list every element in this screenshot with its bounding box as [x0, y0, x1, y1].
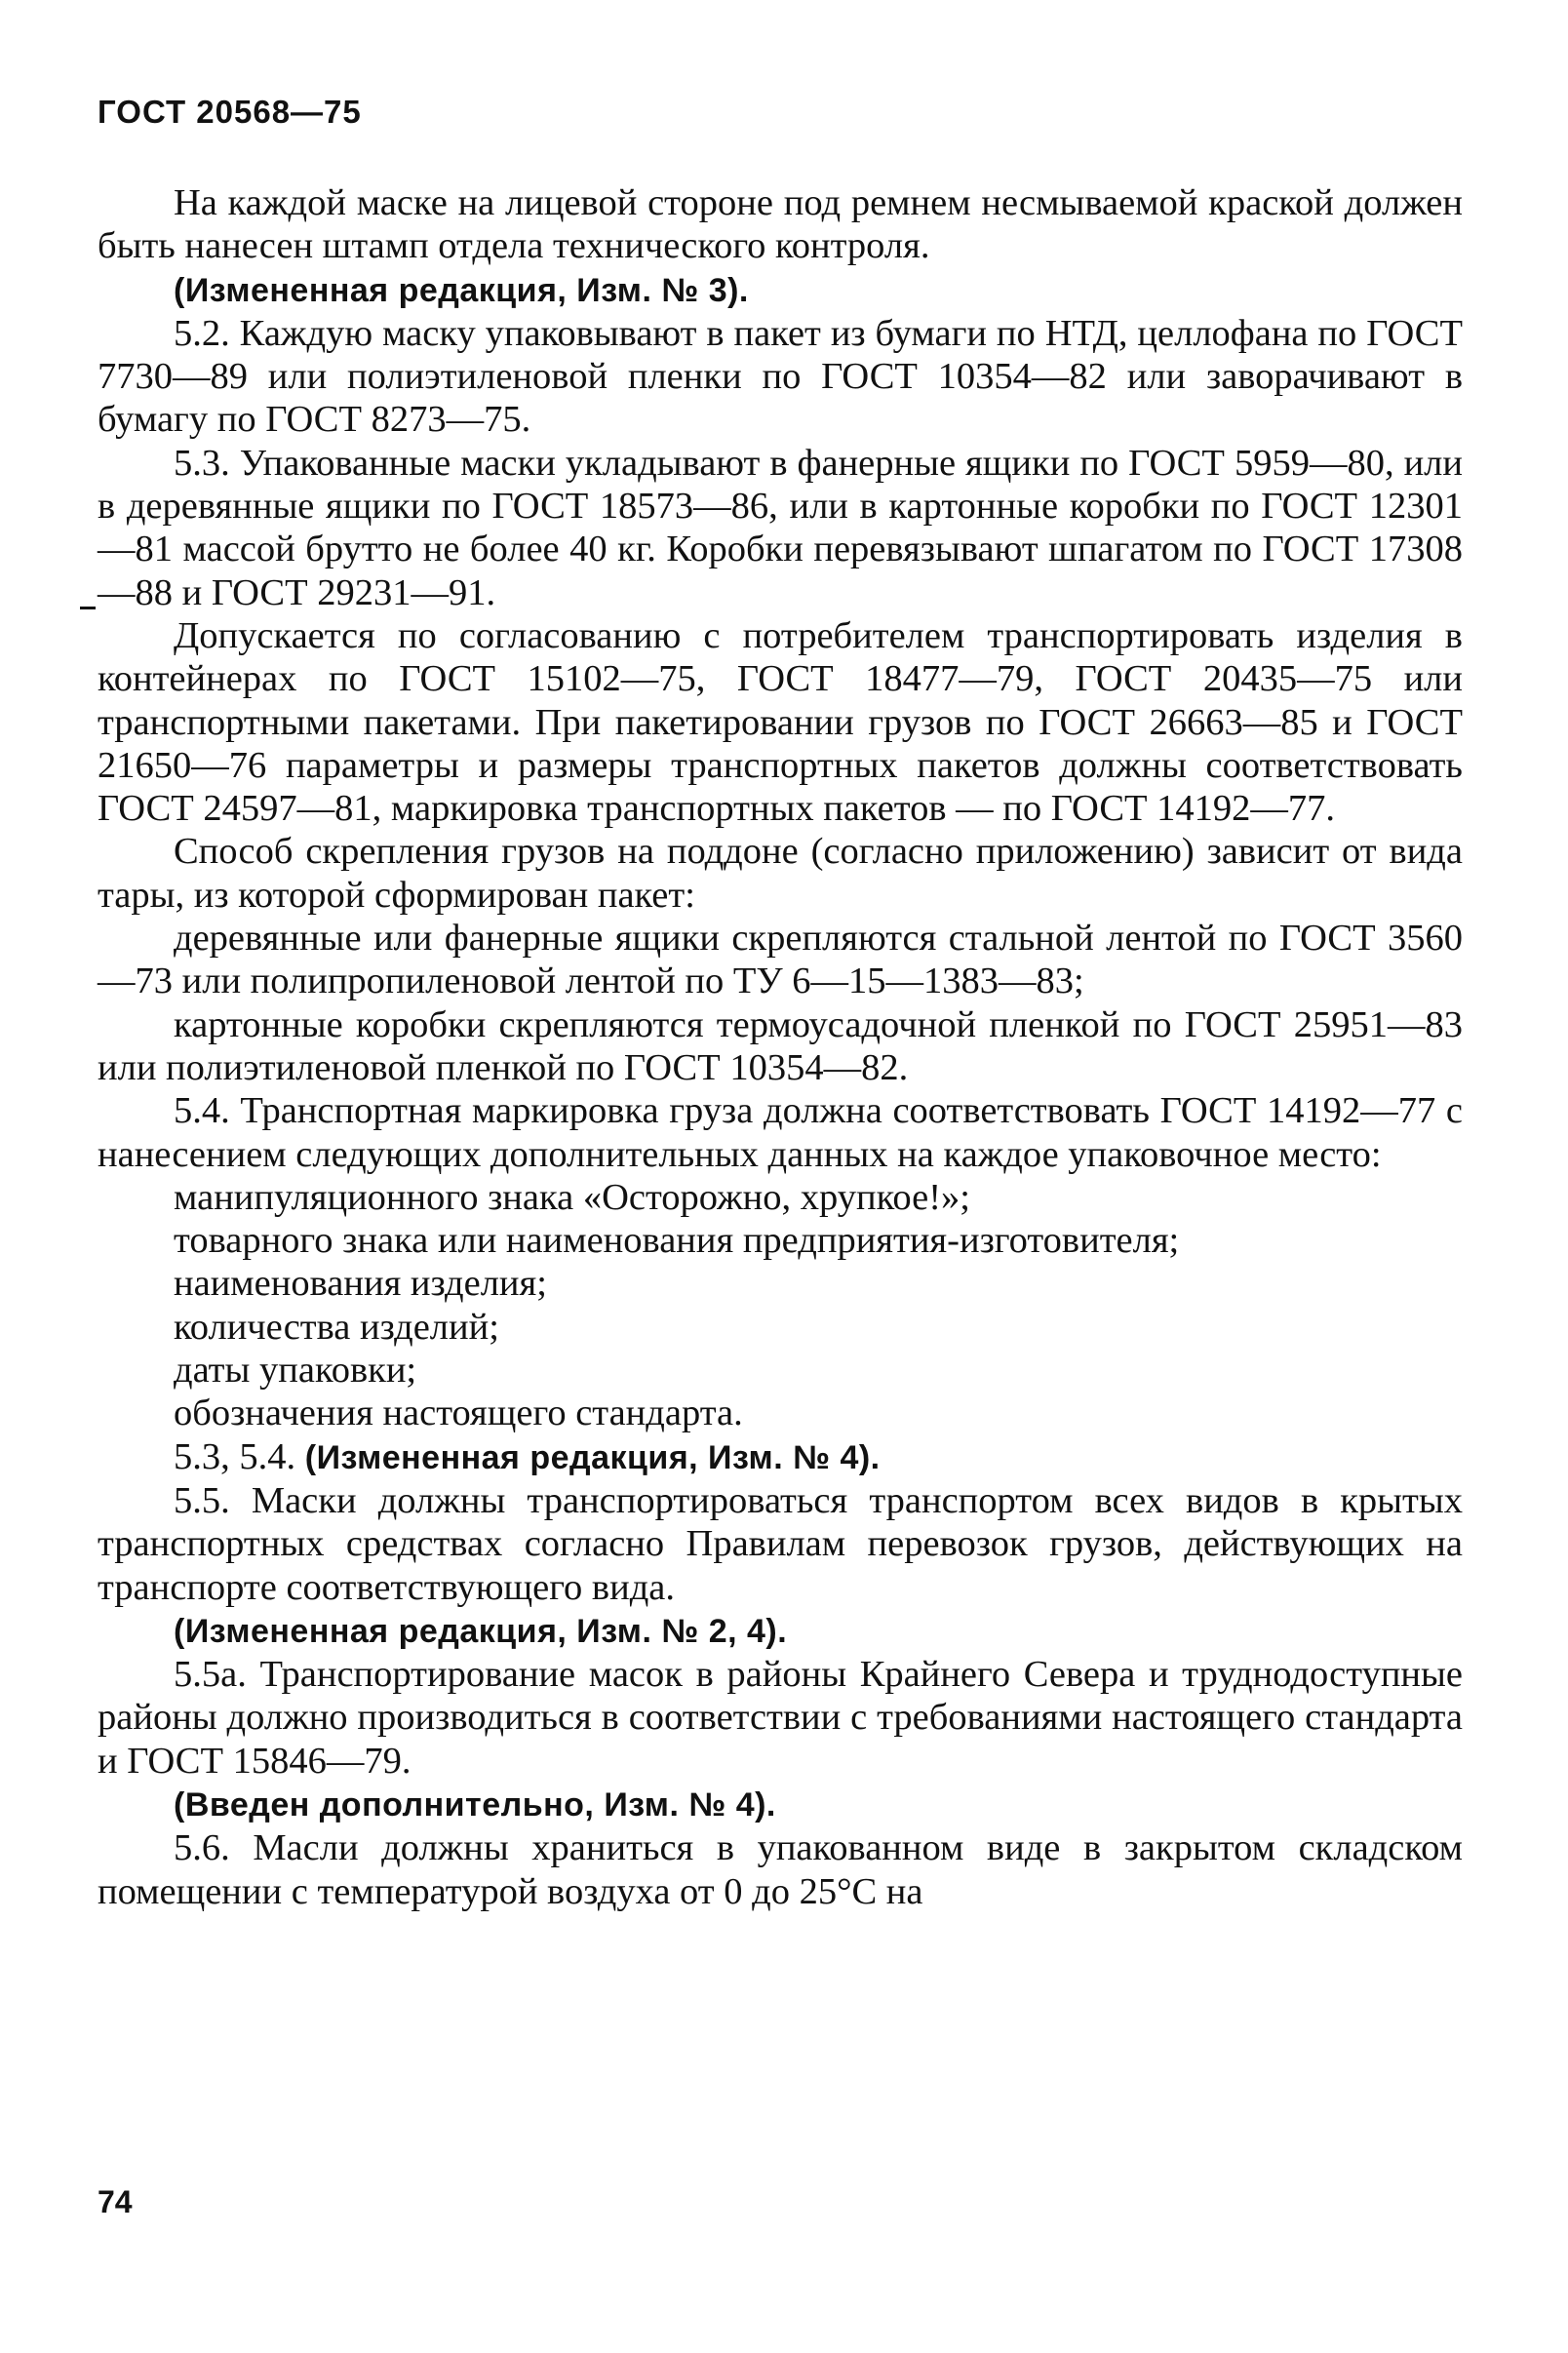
- list-item: наименования изделия;: [174, 1263, 547, 1305]
- paragraph-stamp: На каждой маске на лицевой стороне под ремнем несмываемой краской должен быть нанесен штамп отдела технического контроля.: [98, 182, 1463, 267]
- margin-mark: [80, 607, 96, 609]
- page-number: 74: [98, 2184, 133, 2219]
- list-item: товарного знака или наименования предприятия-изготовителя;: [174, 1220, 1180, 1262]
- edit-note-text: (Измененная редакция, Изм. № 3).: [174, 271, 749, 309]
- paragraph-fastening-method: Способ скрепления грузов на поддоне (согласно приложению) зависит от вида тары, из которой сформирован пакет:: [98, 831, 1463, 916]
- list-item: даты упаковки;: [174, 1350, 417, 1392]
- paragraph-5-4: 5.4. Транспортная маркировка груза должна соответствовать ГОСТ 14192—77 с нанесением следующих дополнительных данных на каждое упаковочное место:: [98, 1090, 1463, 1175]
- document-body: [98, 181, 1463, 1913]
- paragraph-wooden-boxes: деревянные или фанерные ящики скрепляются стальной лентой по ГОСТ 3560—73 или полипропиленовой лентой по ТУ 6—15—1383—83;: [98, 918, 1463, 1002]
- list-item: количества изделий;: [174, 1306, 499, 1348]
- edit-note-text: (Измененная редакция, Изм. № 4).: [304, 1438, 881, 1476]
- edit-note-2: [98, 1435, 1463, 1479]
- paragraph-5-2: 5.2. Каждую маску упаковывают в пакет из бумаги по НТД, целлофана по ГОСТ 7730—89 или полиэтиленовой пленки по ГОСТ 10354—82 или заворачивают в бумагу по ГОСТ 8273—75.: [98, 312, 1463, 441]
- list-item: обозначения настоящего стандарта.: [174, 1392, 743, 1434]
- paragraph-5-3: 5.3. Упакованные маски укладывают в фанерные ящики по ГОСТ 5959—80, или в деревянные ящики по ГОСТ 18573—86, или в картонные коробки по ГОСТ 12301—81 массой брутто не более 40 кг. Коробки перевязывают шпагатом по ГОСТ 17308—88 и ГОСТ 29231—91.: [98, 442, 1463, 613]
- edit-note-3: [98, 1609, 1463, 1653]
- list-item: манипуляционного знака «Осторожно, хрупкое!»;: [174, 1176, 970, 1218]
- paragraph-5-6: 5.6. Масли должны храниться в упакованном виде в закрытом складском помещении с температурой воздуха от 0 до 25°С на: [98, 1827, 1463, 1912]
- edit-note-text: (Введен дополнительно, Изм. № 4).: [174, 1785, 776, 1824]
- edit-note-1: [98, 268, 1463, 312]
- paragraph-cardboard-boxes: картонные коробки скрепляются термоусадочной пленкой по ГОСТ 25951—83 или полиэтиленовой пленкой по ГОСТ 10354—82.: [98, 1003, 1463, 1088]
- document-header: ГОСТ 20568—75: [98, 94, 362, 130]
- edit-note-prefix: 5.3, 5.4.: [174, 1435, 305, 1477]
- edit-note-text: (Измененная редакция, Изм. № 2, 4).: [174, 1612, 788, 1650]
- edit-note-4: [98, 1783, 1463, 1826]
- paragraph-transport-containers: Допускается по согласованию с потребителем транспортировать изделия в контейнерах по ГОСТ 15102—75, ГОСТ 18477—79, ГОСТ 20435—75 или транспортными пакетами. При пакетировании грузов по ГОСТ 26663—85 и ГОСТ 21650—76 параметры и размеры транспортных пакетов должны соответствовать ГОСТ 24597—81, маркировка транспортных пакетов — по ГОСТ 14192—77.: [98, 614, 1463, 830]
- paragraph-5-5a: 5.5а. Транспортирование масок в районы Крайнего Севера и труднодоступные районы должно производиться в соответствии с требованиями настоящего стандарта и ГОСТ 15846—79.: [98, 1654, 1463, 1782]
- paragraph-5-5: 5.5. Маски должны транспортироваться транспортом всех видов в крытых транспортных средствах согласно Правилам перевозок грузов, действующих на транспорте соответствующего вида.: [98, 1479, 1463, 1608]
